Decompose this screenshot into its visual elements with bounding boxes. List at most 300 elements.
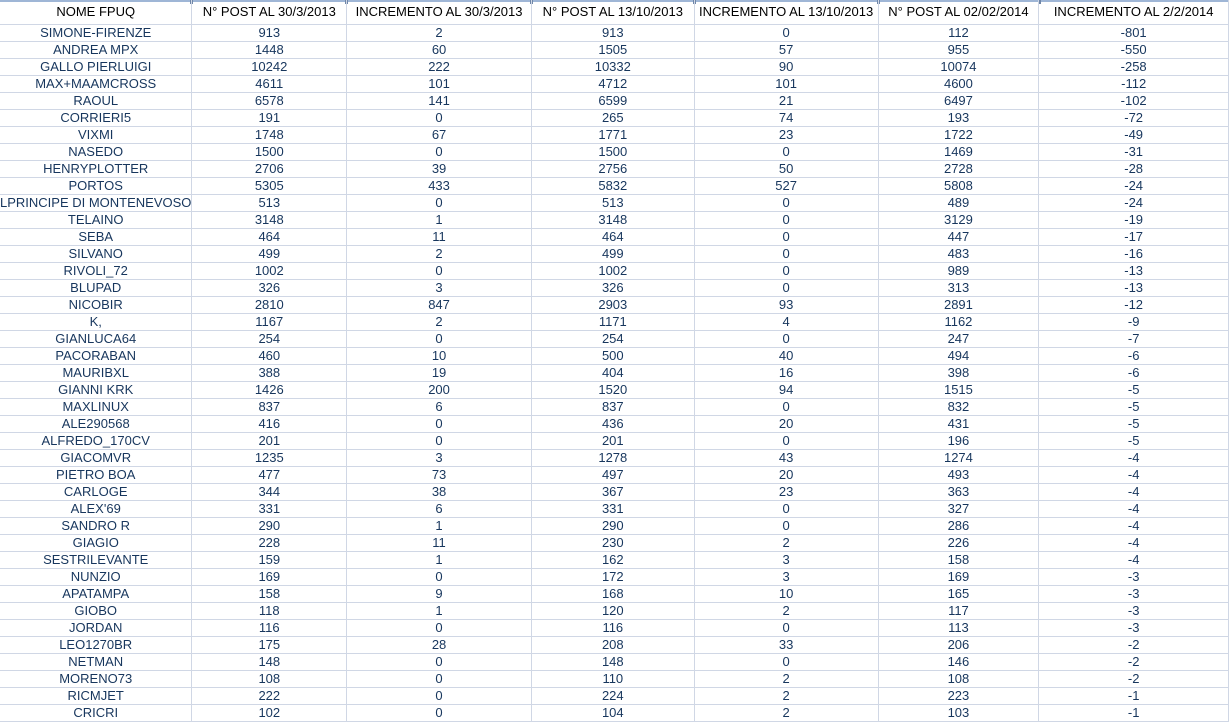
- value-cell[interactable]: -24: [1039, 195, 1229, 212]
- column-header-cell[interactable]: N° POST AL 13/10/2013: [531, 0, 694, 25]
- value-cell[interactable]: -72: [1039, 110, 1229, 127]
- value-cell[interactable]: 2891: [878, 297, 1039, 314]
- value-cell[interactable]: 23: [694, 484, 878, 501]
- value-cell[interactable]: 158: [192, 586, 347, 603]
- value-cell[interactable]: 0: [694, 331, 878, 348]
- value-cell[interactable]: -2: [1039, 637, 1229, 654]
- value-cell[interactable]: 513: [192, 195, 347, 212]
- value-cell[interactable]: 1515: [878, 382, 1039, 399]
- value-cell[interactable]: 120: [531, 603, 694, 620]
- value-cell[interactable]: 2: [347, 246, 532, 263]
- name-cell[interactable]: SEBA: [0, 229, 192, 246]
- value-cell[interactable]: 0: [347, 110, 532, 127]
- value-cell[interactable]: 148: [192, 654, 347, 671]
- value-cell[interactable]: 290: [192, 518, 347, 535]
- name-cell[interactable]: ALE290568: [0, 416, 192, 433]
- name-cell[interactable]: ALEX'69: [0, 501, 192, 518]
- value-cell[interactable]: -3: [1039, 569, 1229, 586]
- value-cell[interactable]: 2: [694, 671, 878, 688]
- value-cell[interactable]: 201: [531, 433, 694, 450]
- value-cell[interactable]: 33: [694, 637, 878, 654]
- value-cell[interactable]: 146: [878, 654, 1039, 671]
- value-cell[interactable]: 433: [347, 178, 532, 195]
- value-cell[interactable]: 10332: [531, 59, 694, 76]
- value-cell[interactable]: -7: [1039, 331, 1229, 348]
- value-cell[interactable]: 2810: [192, 297, 347, 314]
- value-cell[interactable]: 0: [694, 246, 878, 263]
- value-cell[interactable]: 254: [531, 331, 694, 348]
- value-cell[interactable]: 497: [531, 467, 694, 484]
- value-cell[interactable]: 101: [347, 76, 532, 93]
- value-cell[interactable]: 2903: [531, 297, 694, 314]
- column-header-cell[interactable]: N° POST AL 02/02/2014: [878, 0, 1039, 25]
- value-cell[interactable]: -4: [1039, 501, 1229, 518]
- value-cell[interactable]: 6599: [531, 93, 694, 110]
- value-cell[interactable]: -6: [1039, 365, 1229, 382]
- value-cell[interactable]: 493: [878, 467, 1039, 484]
- value-cell[interactable]: 3: [694, 569, 878, 586]
- value-cell[interactable]: -13: [1039, 263, 1229, 280]
- value-cell[interactable]: 10: [347, 348, 532, 365]
- value-cell[interactable]: 113: [878, 620, 1039, 637]
- value-cell[interactable]: 4611: [192, 76, 347, 93]
- value-cell[interactable]: 436: [531, 416, 694, 433]
- name-cell[interactable]: ANDREA MPX: [0, 42, 192, 59]
- name-cell[interactable]: RIVOLI_72: [0, 263, 192, 280]
- value-cell[interactable]: 398: [878, 365, 1039, 382]
- value-cell[interactable]: 388: [192, 365, 347, 382]
- value-cell[interactable]: 5305: [192, 178, 347, 195]
- value-cell[interactable]: 913: [192, 25, 347, 42]
- value-cell[interactable]: 4: [694, 314, 878, 331]
- table-row: [0, 42, 1229, 59]
- value-cell[interactable]: 1500: [192, 144, 347, 161]
- value-cell[interactable]: 0: [694, 399, 878, 416]
- value-cell[interactable]: 286: [878, 518, 1039, 535]
- name-cell[interactable]: RAOUL: [0, 93, 192, 110]
- column-header-cell[interactable]: INCREMENTO AL 2/2/2014: [1039, 0, 1229, 25]
- value-cell[interactable]: -49: [1039, 127, 1229, 144]
- value-cell[interactable]: -28: [1039, 161, 1229, 178]
- value-cell[interactable]: 19: [347, 365, 532, 382]
- table-row: [0, 416, 1229, 433]
- value-cell[interactable]: 2: [347, 314, 532, 331]
- value-cell[interactable]: 1274: [878, 450, 1039, 467]
- value-cell[interactable]: 1426: [192, 382, 347, 399]
- value-cell[interactable]: 104: [531, 705, 694, 722]
- value-cell[interactable]: 0: [694, 229, 878, 246]
- value-cell[interactable]: 175: [192, 637, 347, 654]
- value-cell[interactable]: 989: [878, 263, 1039, 280]
- column-header-cell[interactable]: NOME FPUQ: [0, 0, 192, 25]
- value-cell[interactable]: 193: [878, 110, 1039, 127]
- value-cell[interactable]: 16: [694, 365, 878, 382]
- value-cell[interactable]: 10242: [192, 59, 347, 76]
- value-cell[interactable]: -4: [1039, 552, 1229, 569]
- value-cell[interactable]: 148: [531, 654, 694, 671]
- name-cell[interactable]: CRICRI: [0, 705, 192, 722]
- value-cell[interactable]: 1167: [192, 314, 347, 331]
- value-cell[interactable]: 116: [531, 620, 694, 637]
- name-cell[interactable]: ALFREDO_170CV: [0, 433, 192, 450]
- table-row: [0, 501, 1229, 518]
- value-cell[interactable]: 94: [694, 382, 878, 399]
- value-cell[interactable]: 0: [347, 195, 532, 212]
- value-cell[interactable]: 513: [531, 195, 694, 212]
- value-cell[interactable]: 6578: [192, 93, 347, 110]
- value-cell[interactable]: -9: [1039, 314, 1229, 331]
- name-cell[interactable]: MAX+MAAMCROSS: [0, 76, 192, 93]
- value-cell[interactable]: 103: [878, 705, 1039, 722]
- value-cell[interactable]: -4: [1039, 450, 1229, 467]
- table-row: [0, 620, 1229, 637]
- value-cell[interactable]: -1: [1039, 688, 1229, 705]
- value-cell[interactable]: 201: [192, 433, 347, 450]
- name-cell[interactable]: NASEDO: [0, 144, 192, 161]
- value-cell[interactable]: 67: [347, 127, 532, 144]
- value-cell[interactable]: 118: [192, 603, 347, 620]
- value-cell[interactable]: 483: [878, 246, 1039, 263]
- value-cell[interactable]: 60: [347, 42, 532, 59]
- value-cell[interactable]: 464: [192, 229, 347, 246]
- value-cell[interactable]: 0: [694, 501, 878, 518]
- value-cell[interactable]: 0: [347, 705, 532, 722]
- name-cell[interactable]: LPRINCIPE DI MONTENEVOSO: [0, 195, 192, 210]
- name-cell[interactable]: SILVANO: [0, 246, 192, 263]
- value-cell[interactable]: 431: [878, 416, 1039, 433]
- value-cell[interactable]: 165: [878, 586, 1039, 603]
- value-cell[interactable]: 28: [347, 637, 532, 654]
- value-cell[interactable]: -6: [1039, 348, 1229, 365]
- name-cell[interactable]: MORENO73: [0, 671, 192, 688]
- value-cell[interactable]: 955: [878, 42, 1039, 59]
- value-cell[interactable]: -3: [1039, 586, 1229, 603]
- value-cell[interactable]: 3148: [531, 212, 694, 229]
- value-cell[interactable]: 1171: [531, 314, 694, 331]
- value-cell[interactable]: 1: [347, 552, 532, 569]
- value-cell[interactable]: 2728: [878, 161, 1039, 178]
- value-cell[interactable]: 1771: [531, 127, 694, 144]
- name-cell[interactable]: MAURIBXL: [0, 365, 192, 382]
- value-cell[interactable]: -5: [1039, 382, 1229, 399]
- value-cell[interactable]: 254: [192, 331, 347, 348]
- name-cell[interactable]: HENRYPLOTTER: [0, 161, 192, 178]
- column-header-cell[interactable]: INCREMENTO AL 30/3/2013: [347, 0, 532, 25]
- name-cell[interactable]: APATAMPA: [0, 586, 192, 603]
- value-cell[interactable]: 3148: [192, 212, 347, 229]
- value-cell[interactable]: 222: [347, 59, 532, 76]
- name-cell[interactable]: PACORABAN: [0, 348, 192, 365]
- value-cell[interactable]: 499: [192, 246, 347, 263]
- name-cell[interactable]: VIXMI: [0, 127, 192, 144]
- value-cell[interactable]: -31: [1039, 144, 1229, 161]
- value-cell[interactable]: 159: [192, 552, 347, 569]
- value-cell[interactable]: 0: [347, 433, 532, 450]
- value-cell[interactable]: 494: [878, 348, 1039, 365]
- value-cell[interactable]: 6: [347, 501, 532, 518]
- value-cell[interactable]: 1505: [531, 42, 694, 59]
- value-cell[interactable]: 500: [531, 348, 694, 365]
- value-cell[interactable]: 0: [694, 195, 878, 212]
- value-cell[interactable]: 0: [694, 518, 878, 535]
- value-cell[interactable]: 4712: [531, 76, 694, 93]
- value-cell[interactable]: 0: [694, 263, 878, 280]
- value-cell[interactable]: 0: [347, 144, 532, 161]
- value-cell[interactable]: 20: [694, 416, 878, 433]
- value-cell[interactable]: 2756: [531, 161, 694, 178]
- value-cell[interactable]: 141: [347, 93, 532, 110]
- value-cell[interactable]: 40: [694, 348, 878, 365]
- value-cell[interactable]: 169: [878, 569, 1039, 586]
- value-cell[interactable]: 208: [531, 637, 694, 654]
- value-cell[interactable]: -3: [1039, 603, 1229, 620]
- value-cell[interactable]: 168: [531, 586, 694, 603]
- value-cell[interactable]: 1002: [531, 263, 694, 280]
- name-cell[interactable]: GIOBO: [0, 603, 192, 620]
- value-cell[interactable]: 1: [347, 518, 532, 535]
- value-cell[interactable]: -2: [1039, 654, 1229, 671]
- name-cell[interactable]: PIETRO BOA: [0, 467, 192, 484]
- value-cell[interactable]: 847: [347, 297, 532, 314]
- value-cell[interactable]: 327: [878, 501, 1039, 518]
- value-cell[interactable]: 527: [694, 178, 878, 195]
- value-cell[interactable]: 116: [192, 620, 347, 637]
- value-cell[interactable]: 6: [347, 399, 532, 416]
- value-cell[interactable]: 206: [878, 637, 1039, 654]
- value-cell[interactable]: 3: [347, 450, 532, 467]
- value-cell[interactable]: 0: [694, 25, 878, 42]
- name-cell[interactable]: SIMONE-FIRENZE: [0, 25, 192, 42]
- value-cell[interactable]: 224: [531, 688, 694, 705]
- value-cell[interactable]: 9: [347, 586, 532, 603]
- value-cell[interactable]: 464: [531, 229, 694, 246]
- value-cell[interactable]: 57: [694, 42, 878, 59]
- value-cell[interactable]: 477: [192, 467, 347, 484]
- name-cell[interactable]: TELAINO: [0, 212, 192, 229]
- value-cell[interactable]: 226: [878, 535, 1039, 552]
- value-cell[interactable]: 38: [347, 484, 532, 501]
- value-cell[interactable]: 2: [347, 25, 532, 42]
- value-cell[interactable]: -5: [1039, 433, 1229, 450]
- value-cell[interactable]: -801: [1039, 25, 1229, 42]
- value-cell[interactable]: -17: [1039, 229, 1229, 246]
- value-cell[interactable]: 447: [878, 229, 1039, 246]
- value-cell[interactable]: 158: [878, 552, 1039, 569]
- value-cell[interactable]: 416: [192, 416, 347, 433]
- name-cell[interactable]: GIANLUCA64: [0, 331, 192, 348]
- value-cell[interactable]: 21: [694, 93, 878, 110]
- value-cell[interactable]: 0: [347, 569, 532, 586]
- value-cell[interactable]: 2: [694, 705, 878, 722]
- value-cell[interactable]: 3: [694, 552, 878, 569]
- value-cell[interactable]: 0: [347, 263, 532, 280]
- value-cell[interactable]: 0: [694, 144, 878, 161]
- name-cell[interactable]: CARLOGE: [0, 484, 192, 501]
- value-cell[interactable]: 331: [192, 501, 347, 518]
- name-cell[interactable]: GIACOMVR: [0, 450, 192, 467]
- value-cell[interactable]: 230: [531, 535, 694, 552]
- value-cell[interactable]: -16: [1039, 246, 1229, 263]
- table-row: [0, 365, 1229, 382]
- name-cell[interactable]: GIAGIO: [0, 535, 192, 552]
- value-cell[interactable]: -4: [1039, 467, 1229, 484]
- value-cell[interactable]: 837: [192, 399, 347, 416]
- value-cell[interactable]: -550: [1039, 42, 1229, 59]
- value-cell[interactable]: 1469: [878, 144, 1039, 161]
- name-cell[interactable]: GIANNI KRK: [0, 382, 192, 399]
- value-cell[interactable]: 0: [347, 688, 532, 705]
- value-cell[interactable]: -24: [1039, 178, 1229, 195]
- name-cell[interactable]: NICOBIR: [0, 297, 192, 314]
- value-cell[interactable]: 6497: [878, 93, 1039, 110]
- value-cell[interactable]: 39: [347, 161, 532, 178]
- value-cell[interactable]: 110: [531, 671, 694, 688]
- name-cell[interactable]: SESTRILEVANTE: [0, 552, 192, 569]
- value-cell[interactable]: 223: [878, 688, 1039, 705]
- value-cell[interactable]: 0: [347, 671, 532, 688]
- value-cell[interactable]: 222: [192, 688, 347, 705]
- value-cell[interactable]: 1235: [192, 450, 347, 467]
- value-cell[interactable]: 3129: [878, 212, 1039, 229]
- value-cell[interactable]: 363: [878, 484, 1039, 501]
- value-cell[interactable]: -3: [1039, 620, 1229, 637]
- value-cell[interactable]: 112: [878, 25, 1039, 42]
- value-cell[interactable]: 1002: [192, 263, 347, 280]
- name-cell[interactable]: MAXLINUX: [0, 399, 192, 416]
- table-row: [0, 263, 1229, 280]
- value-cell[interactable]: 326: [192, 280, 347, 297]
- value-cell[interactable]: 837: [531, 399, 694, 416]
- name-cell[interactable]: SANDRO R: [0, 518, 192, 535]
- value-cell[interactable]: 5832: [531, 178, 694, 195]
- value-cell[interactable]: 326: [531, 280, 694, 297]
- value-cell[interactable]: 74: [694, 110, 878, 127]
- value-cell[interactable]: -5: [1039, 399, 1229, 416]
- value-cell[interactable]: 0: [694, 212, 878, 229]
- value-cell[interactable]: 23: [694, 127, 878, 144]
- value-cell[interactable]: 367: [531, 484, 694, 501]
- value-cell[interactable]: 499: [531, 246, 694, 263]
- value-cell[interactable]: 913: [531, 25, 694, 42]
- value-cell[interactable]: -4: [1039, 518, 1229, 535]
- value-cell[interactable]: 228: [192, 535, 347, 552]
- value-cell[interactable]: 10: [694, 586, 878, 603]
- name-cell[interactable]: CORRIERI5: [0, 110, 192, 127]
- name-cell[interactable]: RICMJET: [0, 688, 192, 705]
- value-cell[interactable]: 4600: [878, 76, 1039, 93]
- value-cell[interactable]: 0: [347, 654, 532, 671]
- value-cell[interactable]: 2706: [192, 161, 347, 178]
- column-header-cell[interactable]: INCREMENTO AL 13/10/2013: [694, 0, 878, 25]
- value-cell[interactable]: 3: [347, 280, 532, 297]
- value-cell[interactable]: 0: [347, 620, 532, 637]
- value-cell[interactable]: 0: [694, 620, 878, 637]
- value-cell[interactable]: 1722: [878, 127, 1039, 144]
- value-cell[interactable]: 20: [694, 467, 878, 484]
- value-cell[interactable]: 1278: [531, 450, 694, 467]
- value-cell[interactable]: 404: [531, 365, 694, 382]
- value-cell[interactable]: 90: [694, 59, 878, 76]
- value-cell[interactable]: 11: [347, 535, 532, 552]
- value-cell[interactable]: 0: [694, 654, 878, 671]
- value-cell[interactable]: 344: [192, 484, 347, 501]
- value-cell[interactable]: 73: [347, 467, 532, 484]
- value-cell[interactable]: 1162: [878, 314, 1039, 331]
- value-cell[interactable]: 102: [192, 705, 347, 722]
- value-cell[interactable]: -4: [1039, 484, 1229, 501]
- name-cell[interactable]: NETMAN: [0, 654, 192, 671]
- value-cell[interactable]: 1448: [192, 42, 347, 59]
- value-cell[interactable]: 5808: [878, 178, 1039, 195]
- value-cell[interactable]: 290: [531, 518, 694, 535]
- value-cell[interactable]: 331: [531, 501, 694, 518]
- value-cell[interactable]: 1: [347, 212, 532, 229]
- value-cell[interactable]: -102: [1039, 93, 1229, 110]
- value-cell[interactable]: 2: [694, 535, 878, 552]
- value-cell[interactable]: -13: [1039, 280, 1229, 297]
- value-cell[interactable]: 2: [694, 688, 878, 705]
- value-cell[interactable]: 117: [878, 603, 1039, 620]
- value-cell[interactable]: 108: [878, 671, 1039, 688]
- value-cell[interactable]: 93: [694, 297, 878, 314]
- name-cell[interactable]: K,: [0, 314, 192, 331]
- column-header-cell[interactable]: N° POST AL 30/3/2013: [192, 0, 347, 25]
- value-cell[interactable]: 832: [878, 399, 1039, 416]
- value-cell[interactable]: 169: [192, 569, 347, 586]
- value-cell[interactable]: 1748: [192, 127, 347, 144]
- value-cell[interactable]: 108: [192, 671, 347, 688]
- name-cell[interactable]: JORDAN: [0, 620, 192, 637]
- value-cell[interactable]: 1: [347, 603, 532, 620]
- name-cell[interactable]: NUNZIO: [0, 569, 192, 586]
- value-cell[interactable]: -2: [1039, 671, 1229, 688]
- value-cell[interactable]: 0: [694, 433, 878, 450]
- value-cell[interactable]: 2: [694, 603, 878, 620]
- name-cell[interactable]: BLUPAD: [0, 280, 192, 297]
- value-cell[interactable]: 313: [878, 280, 1039, 297]
- value-cell[interactable]: 200: [347, 382, 532, 399]
- value-cell[interactable]: 0: [347, 416, 532, 433]
- value-cell[interactable]: 196: [878, 433, 1039, 450]
- value-cell[interactable]: -5: [1039, 416, 1229, 433]
- value-cell[interactable]: 191: [192, 110, 347, 127]
- value-cell[interactable]: 11: [347, 229, 532, 246]
- value-cell[interactable]: -4: [1039, 535, 1229, 552]
- value-cell[interactable]: 162: [531, 552, 694, 569]
- value-cell[interactable]: 0: [694, 280, 878, 297]
- value-cell[interactable]: 247: [878, 331, 1039, 348]
- value-cell[interactable]: -258: [1039, 59, 1229, 76]
- value-cell[interactable]: 50: [694, 161, 878, 178]
- value-cell[interactable]: -19: [1039, 212, 1229, 229]
- value-cell[interactable]: 1520: [531, 382, 694, 399]
- value-cell[interactable]: 43: [694, 450, 878, 467]
- value-cell[interactable]: -1: [1039, 705, 1229, 722]
- name-cell[interactable]: LEO1270BR: [0, 637, 192, 654]
- name-cell[interactable]: GALLO PIERLUIGI: [0, 59, 192, 76]
- value-cell[interactable]: -12: [1039, 297, 1229, 314]
- value-cell[interactable]: 0: [347, 331, 532, 348]
- value-cell[interactable]: 172: [531, 569, 694, 586]
- name-cell[interactable]: PORTOS: [0, 178, 192, 195]
- value-cell[interactable]: 460: [192, 348, 347, 365]
- value-cell[interactable]: -112: [1039, 76, 1229, 93]
- value-cell[interactable]: 489: [878, 195, 1039, 212]
- value-cell[interactable]: 265: [531, 110, 694, 127]
- value-cell[interactable]: 101: [694, 76, 878, 93]
- value-cell[interactable]: 10074: [878, 59, 1039, 76]
- value-cell[interactable]: 1500: [531, 144, 694, 161]
